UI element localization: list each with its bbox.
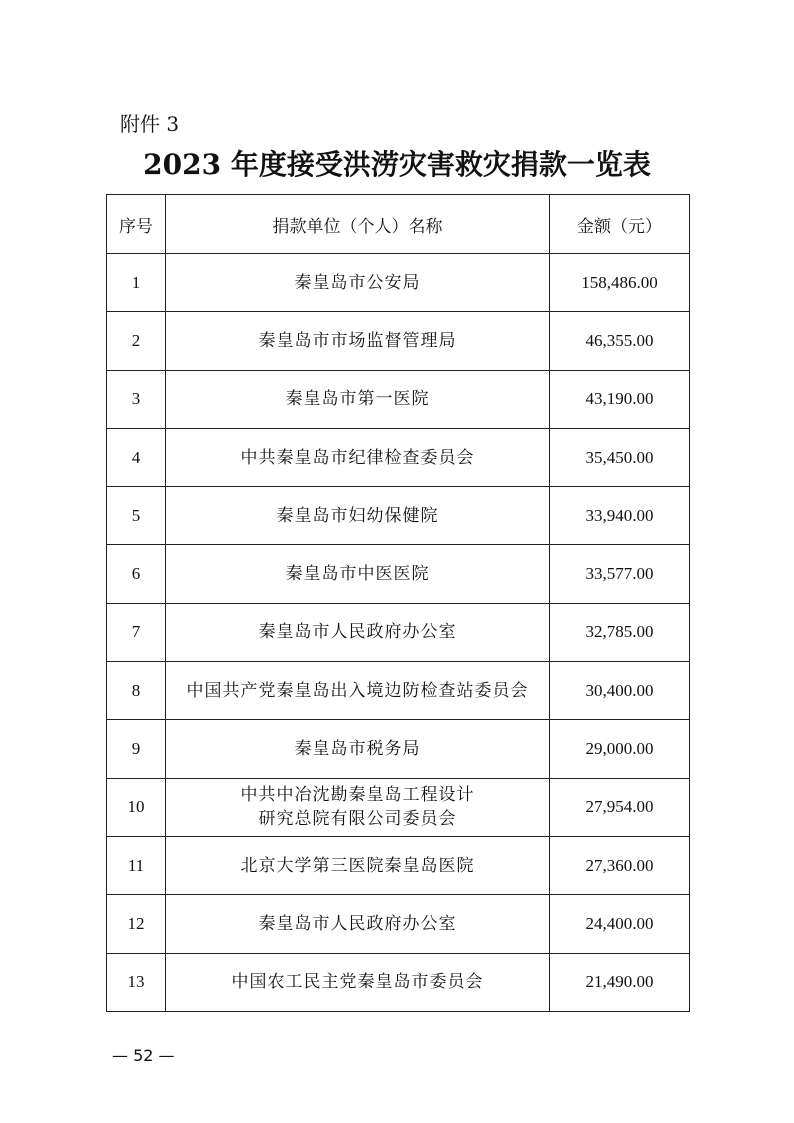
row-donor-name <box>166 720 550 778</box>
donor-name-line: 中共秦皇岛市纪律检查委员会 <box>240 447 475 468</box>
row-index: 12 <box>107 895 166 953</box>
table-row <box>107 545 690 603</box>
row-amount: 158,486.00 <box>550 254 690 312</box>
row-donor-name <box>166 370 550 428</box>
donation-table <box>106 194 690 1012</box>
row-index: 9 <box>107 720 166 778</box>
row-amount: 35,450.00 <box>550 428 690 486</box>
row-amount: 30,400.00 <box>550 662 690 720</box>
row-amount: 24,400.00 <box>550 895 690 953</box>
donor-name-line: 秦皇岛市公安局 <box>294 272 421 293</box>
row-index: 5 <box>107 487 166 545</box>
donor-name-line: 秦皇岛市中医医院 <box>285 564 430 585</box>
row-donor-name <box>166 778 550 836</box>
row-donor-name <box>166 603 550 661</box>
row-donor-name <box>166 545 550 603</box>
donor-name-line: 中国共产党秦皇岛出入境边防检查站委员会 <box>186 680 529 701</box>
donor-name-line: 秦皇岛市妇幼保健院 <box>276 505 439 526</box>
donor-name-line: 秦皇岛市市场监督管理局 <box>258 330 457 351</box>
table-row <box>107 953 690 1011</box>
row-index: 13 <box>107 953 166 1011</box>
row-donor-name <box>166 836 550 894</box>
row-donor-name <box>166 953 550 1011</box>
table-row <box>107 662 690 720</box>
table-header-row <box>107 195 690 254</box>
donor-name-line: 秦皇岛市人民政府办公室 <box>258 622 457 643</box>
donor-name-line: 北京大学第三医院秦皇岛医院 <box>240 855 475 876</box>
row-amount: 27,360.00 <box>550 836 690 894</box>
row-donor-name <box>166 662 550 720</box>
donor-name-line: 秦皇岛市第一医院 <box>285 389 430 410</box>
table-row <box>107 254 690 312</box>
table-row <box>107 895 690 953</box>
row-index: 6 <box>107 545 166 603</box>
row-amount: 33,577.00 <box>550 545 690 603</box>
row-index: 3 <box>107 370 166 428</box>
table-row <box>107 603 690 661</box>
donor-name-line: 秦皇岛市税务局 <box>294 739 421 760</box>
row-amount: 29,000.00 <box>550 720 690 778</box>
row-donor-name <box>166 487 550 545</box>
row-amount: 43,190.00 <box>550 370 690 428</box>
table-row <box>107 312 690 370</box>
row-amount: 27,954.00 <box>550 778 690 836</box>
row-index: 10 <box>107 778 166 836</box>
header-amount: 金额（元） <box>550 195 690 254</box>
page-title: 2023 年度接受洪涝灾害救灾捐款一览表 <box>143 148 651 181</box>
row-amount: 32,785.00 <box>550 603 690 661</box>
row-donor-name <box>166 312 550 370</box>
row-donor-name <box>166 428 550 486</box>
table-row <box>107 720 690 778</box>
donor-name-line: 秦皇岛市人民政府办公室 <box>258 913 457 934</box>
table-row <box>107 370 690 428</box>
donor-name-line: 研究总院有限公司委员会 <box>258 809 457 830</box>
page-number: — 52 — <box>112 1046 175 1065</box>
row-amount: 21,490.00 <box>550 953 690 1011</box>
header-index: 序号 <box>107 195 166 254</box>
header-name: 捐款单位（个人）名称 <box>166 195 550 254</box>
row-donor-name <box>166 895 550 953</box>
row-index: 1 <box>107 254 166 312</box>
table-body <box>107 254 690 1012</box>
table-row <box>107 428 690 486</box>
row-index: 2 <box>107 312 166 370</box>
row-index: 4 <box>107 428 166 486</box>
row-amount: 33,940.00 <box>550 487 690 545</box>
row-amount: 46,355.00 <box>550 312 690 370</box>
attachment-label: 附件 3 <box>120 112 180 136</box>
table-row <box>107 778 690 836</box>
table-row <box>107 836 690 894</box>
row-index: 11 <box>107 836 166 894</box>
row-index: 8 <box>107 662 166 720</box>
row-index: 7 <box>107 603 166 661</box>
row-donor-name <box>166 254 550 312</box>
donor-name-line: 中国农工民主党秦皇岛市委员会 <box>231 972 484 993</box>
donor-name-line: 中共中冶沈勘秦皇岛工程设计 <box>240 785 475 806</box>
table-row <box>107 487 690 545</box>
